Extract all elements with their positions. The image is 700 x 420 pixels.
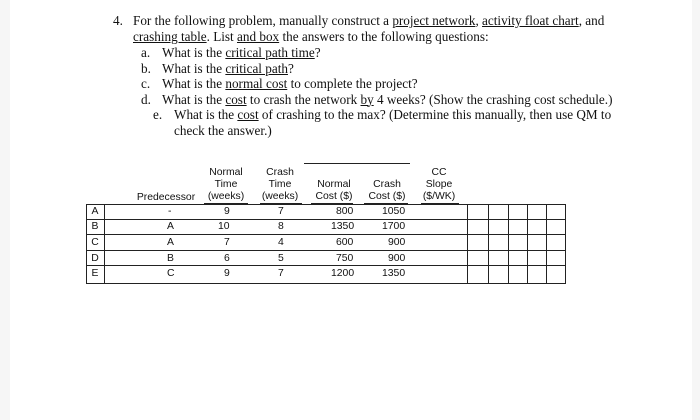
item-text: to crash the network [246, 91, 361, 107]
grid-line [565, 204, 566, 284]
header-overline [304, 163, 410, 164]
document-page [10, 0, 692, 420]
cell-predecessor: A [167, 237, 174, 248]
item-text: What is the [162, 91, 226, 107]
item-underlined: critical path time [225, 45, 315, 60]
header-line: Crash [266, 167, 294, 178]
grid-line [86, 250, 566, 251]
cell-crash-cost: 1350 [382, 268, 406, 279]
cell-normal-time: 10 [218, 221, 230, 232]
intro-activity-float-chart: activity float chart [482, 13, 579, 28]
cell-normal-time: 6 [224, 253, 230, 264]
cell-predecessor: B [167, 253, 174, 264]
question-4 [113, 13, 633, 45]
cell-crash-time: 7 [278, 206, 284, 217]
cell-normal-cost: 600 [336, 237, 354, 248]
item-text: ? [314, 45, 321, 60]
intro-text-5: the answers to the following questions: [279, 29, 489, 44]
header-line: Normal [317, 179, 351, 190]
question-intro [133, 13, 633, 45]
grid-line [86, 265, 566, 266]
intro-and-box: and box [237, 29, 280, 44]
row-label-e: E [91, 268, 99, 279]
intro-text-4: . List [206, 29, 238, 44]
item-letter: a. [141, 45, 151, 60]
grid-line [508, 204, 509, 284]
header-line: Slope [425, 179, 453, 190]
cell-crash-cost: 900 [388, 237, 406, 248]
item-b [141, 61, 631, 77]
item-letter: b. [141, 60, 151, 76]
header-line: Time [214, 179, 238, 190]
grid-line [104, 204, 105, 284]
row-label-a: A [91, 206, 99, 217]
cell-normal-cost: 800 [336, 206, 354, 217]
item-underlined: by [360, 91, 374, 107]
item-text: 4 weeks? (Show the crashing cost schedule.) [373, 91, 613, 107]
intro-text-1: For the following problem, manually construct a [133, 13, 393, 28]
item-letter: c. [141, 76, 151, 91]
header-line: ($/WK) [422, 191, 456, 202]
item-text: What is the [162, 45, 226, 60]
cell-predecessor: C [167, 268, 175, 279]
row-label-b: B [91, 221, 99, 232]
item-text: What is the [174, 107, 238, 122]
header-normal-cost [309, 179, 359, 203]
item-a [141, 45, 631, 61]
intro-project-network: project network [392, 13, 476, 28]
grid-line [467, 204, 468, 284]
header-line: (weeks) [207, 191, 245, 202]
cell-crash-cost: 1700 [382, 221, 406, 232]
item-c [141, 76, 631, 92]
item-text: of crashing to the max? (Determine this manually, then use QM to check the answer.) [174, 107, 612, 138]
cell-predecessor: - [168, 206, 172, 217]
header-line: Crash [373, 179, 401, 190]
intro-crashing-table: crashing table [133, 29, 207, 44]
header-line: (weeks) [261, 191, 299, 202]
cell-crash-time: 8 [278, 221, 284, 232]
header-line: Normal [209, 167, 243, 178]
item-e [153, 107, 631, 138]
cell-normal-cost: 1350 [331, 221, 355, 232]
grid-line [546, 204, 547, 284]
item-text: What is the [162, 76, 226, 91]
item-d [141, 92, 631, 108]
header-crash-cost [362, 179, 412, 203]
intro-text-3: , and [578, 13, 605, 28]
header-line: Cost ($) [368, 191, 406, 202]
header-line: Cost ($) [315, 191, 353, 202]
cell-normal-cost: 1200 [331, 268, 355, 279]
question-items [141, 45, 631, 138]
grid-line [527, 204, 528, 284]
item-underlined: cost [237, 107, 259, 122]
header-normal-time [204, 167, 248, 203]
cell-predecessor: A [167, 221, 174, 232]
question-number: 4. [113, 13, 123, 28]
row-label-c: C [91, 237, 99, 248]
header-predecessor: Predecessor [136, 192, 196, 203]
item-underlined: critical path [225, 60, 288, 76]
header-line: Time [268, 179, 292, 190]
item-text: What is the [162, 60, 226, 76]
cell-normal-time: 9 [224, 206, 230, 217]
header-crash-time [257, 167, 303, 203]
cell-crash-cost: 900 [388, 253, 406, 264]
grid-line [86, 283, 566, 284]
cell-crash-cost: 1050 [382, 206, 406, 217]
grid-line [86, 219, 566, 220]
cell-normal-cost: 750 [336, 253, 354, 264]
grid-line [488, 204, 489, 284]
item-letter: e. [153, 107, 163, 122]
grid-line [86, 234, 566, 235]
item-letter: d. [141, 91, 151, 107]
item-text: ? [287, 60, 294, 76]
cell-crash-time: 7 [278, 268, 284, 279]
item-text: to complete the project? [287, 76, 418, 91]
header-line: CC [431, 167, 447, 178]
cell-normal-time: 7 [224, 237, 230, 248]
cell-crash-time: 5 [278, 253, 284, 264]
item-underlined: cost [225, 91, 247, 107]
intro-text-2: , [475, 13, 483, 28]
cell-normal-time: 9 [224, 268, 230, 279]
grid-line [86, 204, 566, 205]
item-underlined: normal cost [225, 76, 288, 91]
row-label-d: D [91, 253, 99, 264]
cell-crash-time: 4 [278, 237, 284, 248]
header-cc-slope [416, 167, 462, 203]
